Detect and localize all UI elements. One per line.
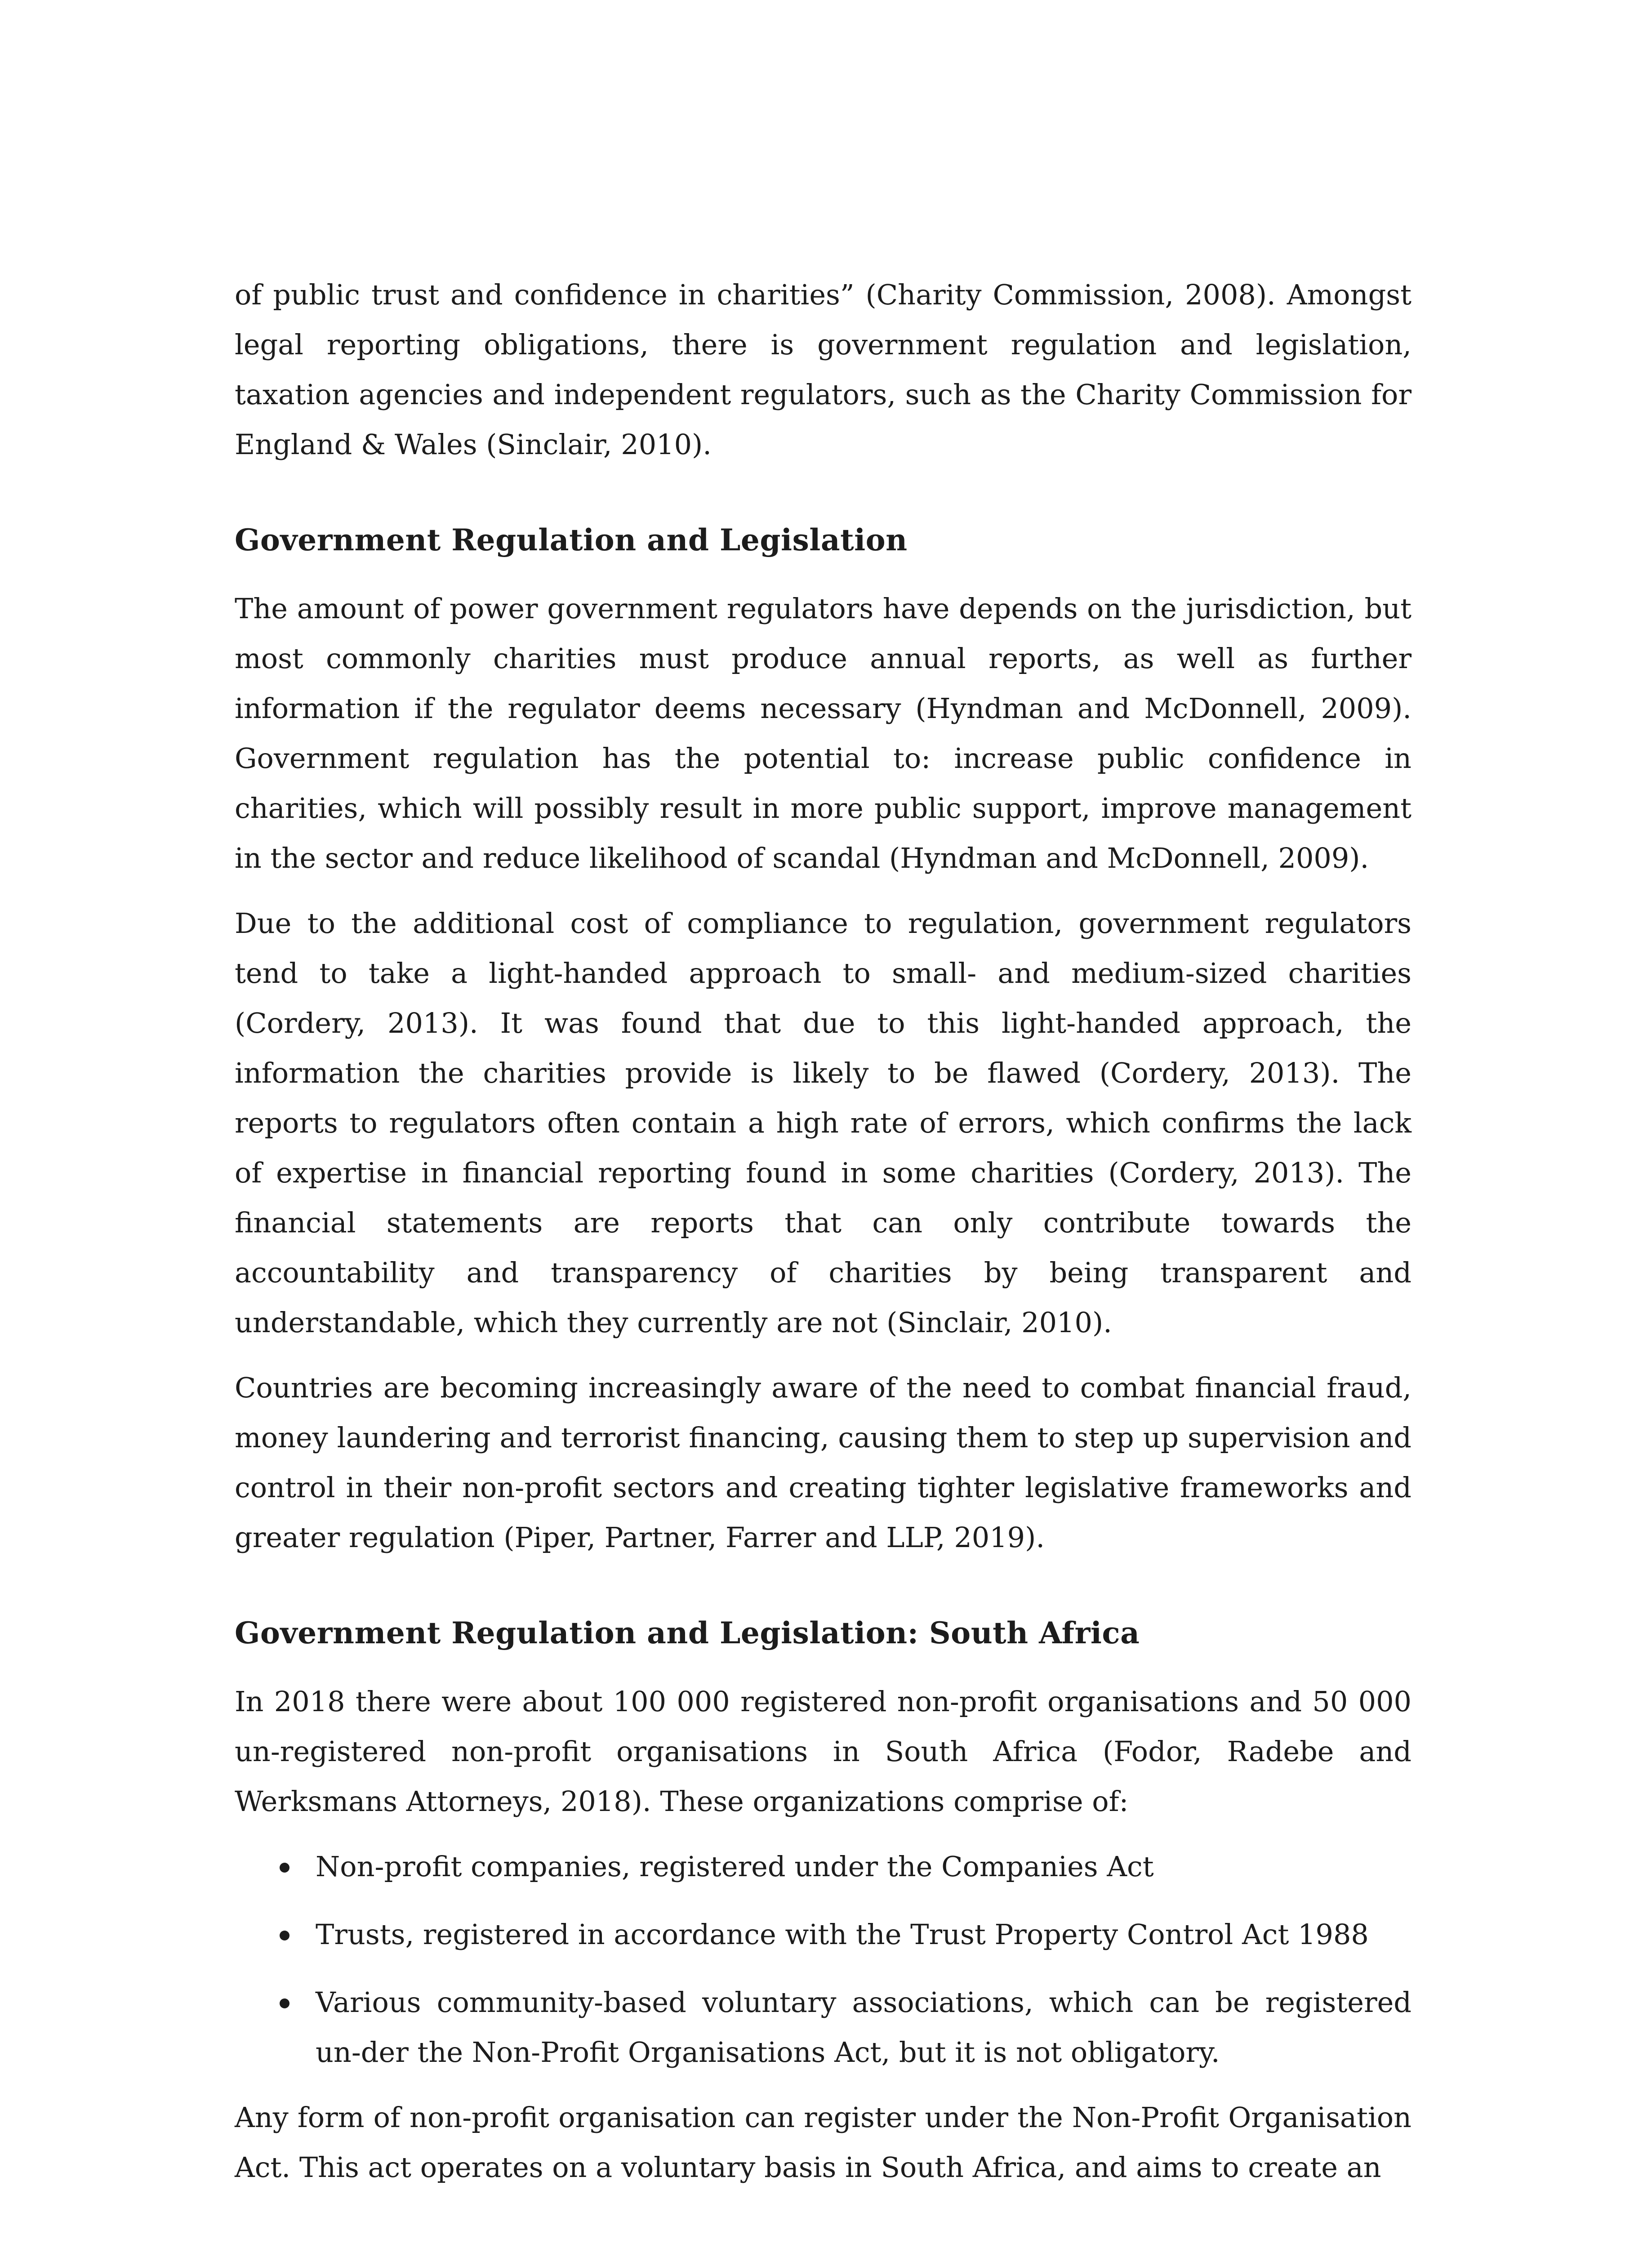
bullet-icon <box>280 1998 289 2008</box>
section-heading-south-africa: Government Regulation and Legislation: South Africa <box>235 1615 1140 1650</box>
paragraph-compliance-cost: Due to the additional cost of compliance to regulation, government regulators tend to take a light-handed approach to small- and medium-sized charities (Cordery, 2013). It was found that due to this light-handed approach, the information the charities provide is likely to be flawed (Cordery, 2013). The reports to regulators often contain a high rate of errors, which confirms the lack of expertise in financial reporting found in some charities (Cordery, 2013). The financial statements are reports that can only contribute towards the accountability and transparency of charities by being transparent and understandable, which they currently are not (Sinclair, 2010). <box>235 907 1412 1339</box>
paragraph-npo-act: Any form of non-profit organisation can register under the Non-Profit Organisation Act. This act operates on a voluntary basis in South Africa, and aims to create an <box>235 2101 1412 2184</box>
paragraph-regulator-power: The amount of power government regulators have depends on the jurisdiction, but most commonly charities must produce annual reports, as well as further information if the regulator deems necessary (Hyndman and McDonnell, 2009). Government regulation has the potential to: increase public confidence in charities, which will possibly result in more public support, improve management in the sector and reduce likelihood of scandal (Hyndman and McDonnell, 2009). <box>235 592 1412 874</box>
paragraph-sa-intro: In 2018 there were about 100 000 registered non-profit organisations and 50 000 un-registered non-profit organisations in South Africa (Fodor, Radebe and Werksmans Attorneys, 2018). These organizations comprise of: <box>235 1685 1412 1818</box>
list-item <box>316 1909 1412 1959</box>
paragraph-financial-fraud: Countries are becoming increasingly aware of the need to combat financial fraud, money laundering and terrorist financing, causing them to step up supervision and control in their non-profit sectors and creating tighter legislative frameworks and greater regulation (Piper, Partner, Farrer and LLP, 2019). <box>235 1371 1412 1554</box>
bullet-icon <box>280 1863 289 1873</box>
list-item-text: Trusts, registered in accordance with the Trust Property Control Act 1988 <box>316 1918 1369 1951</box>
list-item <box>316 1842 1412 1891</box>
list-item-text: Various community-based voluntary associations, which can be registered un-der the Non-Profit Organisations Act, but it is not obligatory. <box>316 1986 1412 2069</box>
intro-paragraph: of public trust and confidence in charities” (Charity Commission, 2008). Amongst legal reporting obligations, there is government regulation and legislation, taxation agencies and independent regulators, such as the Charity Commission for England & Wales (Sinclair, 2010). <box>235 278 1412 461</box>
page-body <box>235 270 1412 2192</box>
section-heading-regulation: Government Regulation and Legislation <box>235 522 908 558</box>
bullet-icon <box>280 1931 289 1940</box>
list-item-text: Non-profit companies, registered under the Companies Act <box>316 1850 1154 1883</box>
list-item <box>316 1977 1412 2077</box>
organisation-type-list <box>235 1842 1412 2077</box>
